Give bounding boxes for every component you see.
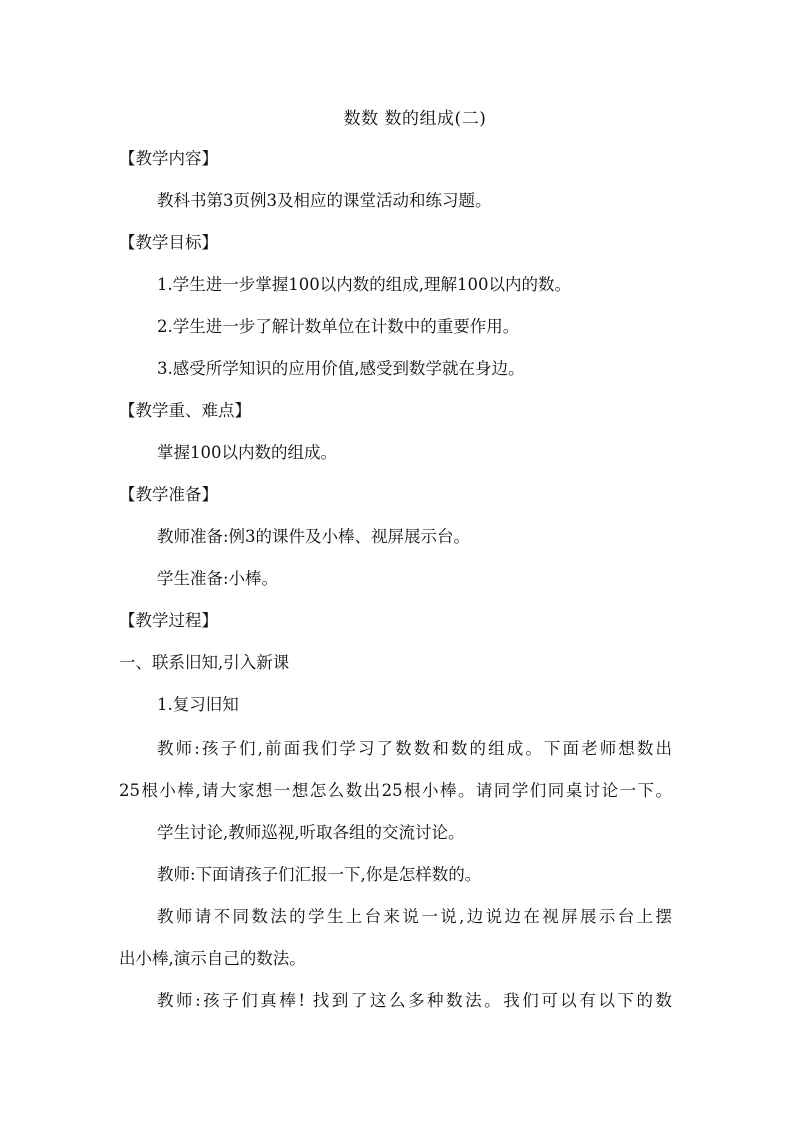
paragraph: 教师:孩子们真棒! 找到了这么多种数法。我们可以有以下的数: [157, 991, 672, 1010]
document-title: 数数 数的组成(二): [343, 109, 487, 129]
paragraph: 教师:孩子们,前面我们学习了数数和数的组成。下面老师想数出: [157, 739, 672, 758]
paragraph: 学生准备:小棒。: [157, 569, 279, 588]
section-heading-process: 【教学过程】: [119, 611, 218, 630]
section-heading-objectives: 【教学目标】: [119, 233, 218, 252]
subheading: 1.复习旧知: [157, 695, 239, 714]
paragraph: 教科书第3页例3及相应的课堂活动和练习题。: [157, 191, 492, 210]
paragraph: 教师准备:例3的课件及小棒、视屏展示台。: [157, 527, 471, 546]
paragraph: 掌握100以内数的组成。: [157, 443, 337, 462]
paragraph: 出小棒,演示自己的数法。: [119, 949, 306, 968]
paragraph: 教师:下面请孩子们汇报一下,你是怎样数的。: [157, 865, 482, 884]
paragraph: 教师请不同数法的学生上台来说一说,边说边在视屏展示台上摆: [157, 907, 672, 926]
paragraph: 学生讨论,教师巡视,听取各组的交流讨论。: [157, 823, 465, 842]
paragraph: 1.学生进一步掌握100以内数的组成,理解100以内的数。: [157, 275, 571, 294]
section-heading-key-points: 【教学重、难点】: [119, 401, 251, 420]
section-heading-content: 【教学内容】: [119, 149, 218, 168]
paragraph: 25根小棒,请大家想一想怎么数出25根小棒。请同学们同桌讨论一下。: [119, 781, 672, 800]
subheading: 一、联系旧知,引入新课: [119, 653, 290, 672]
paragraph: 2.学生进一步了解计数单位在计数中的重要作用。: [157, 317, 520, 336]
paragraph: 3.感受所学知识的应用价值,感受到数学就在身边。: [157, 359, 525, 378]
section-heading-preparation: 【教学准备】: [119, 485, 218, 504]
